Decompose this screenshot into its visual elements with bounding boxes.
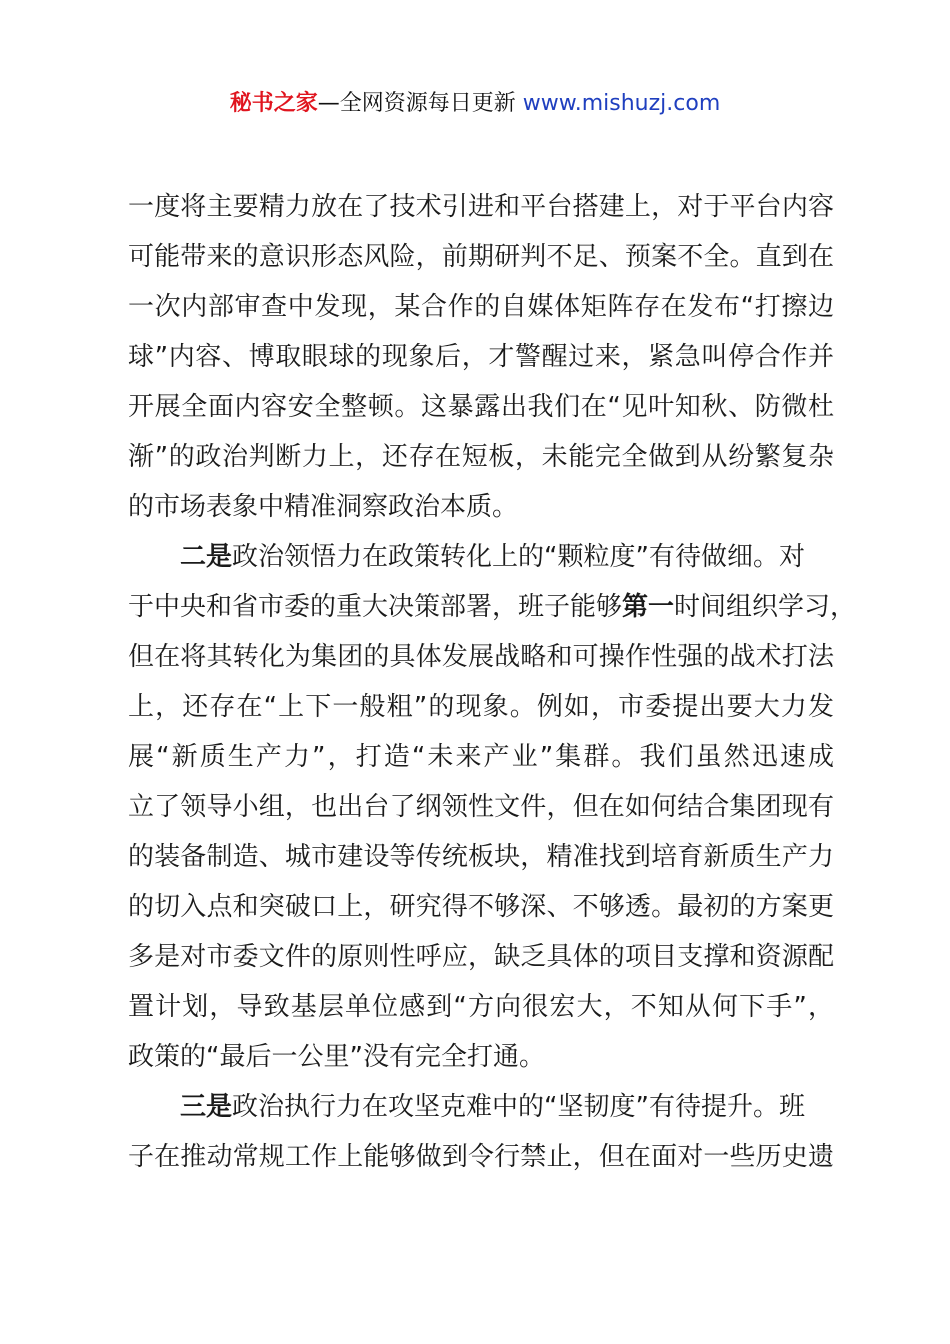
text-line (128, 582, 857, 632)
text-span: 时间组织学习， (674, 592, 857, 622)
site-url-link[interactable]: www.mishuzj.com (522, 91, 721, 116)
text-line: 一次内部审查中发现，某合作的自媒体矩阵存在发布“打擦边 (128, 292, 834, 322)
paragraph-2 (128, 532, 857, 1082)
text-line: 开展全面内容安全整顿。这暴露出我们在“见叶知秋、防微杜 (128, 392, 834, 422)
document-body (128, 182, 857, 1182)
text-line: 的切入点和突破口上，研究得不够深、不够透。最初的方案更 (128, 892, 834, 922)
text-span: 政治执行力在攻坚克难中的“坚韧度”有待提升。班 (232, 1092, 805, 1122)
paragraph-1 (128, 182, 834, 532)
text-line: 渐”的政治判断力上，还存在短板，未能完全做到从纷繁复杂 (128, 442, 834, 472)
text-line: 可能带来的意识形态风险，前期研判不足、预案不全。直到在 (128, 242, 834, 272)
text-span: 政治领悟力在政策转化上的“颗粒度”有待做细。对 (232, 542, 805, 572)
bold-text: 第一 (622, 592, 675, 622)
text-line: 的市场表象中精准洞察政治本质。 (128, 492, 519, 522)
text-line: 置计划，导致基层单位感到“方向很宏大，不知从何下手”， (128, 992, 834, 1022)
paragraph-3 (128, 1082, 834, 1182)
site-header (0, 88, 950, 120)
text-line: 展“新质生产力”，打造“未来产业”集群。我们虽然迅速成 (128, 742, 834, 772)
text-line (128, 532, 834, 582)
text-line: 球”内容、博取眼球的现象后，才警醒过来，紧急叫停合作并 (128, 342, 834, 372)
text-line: 立了领导小组，也出台了纲领性文件，但在如何结合集团现有 (128, 792, 834, 822)
text-line: 多是对市委文件的原则性呼应，缺乏具体的项目支撑和资源配 (128, 942, 834, 972)
header-tagline: —全网资源每日更新 (317, 91, 523, 116)
paragraph-lead: 三是 (180, 1092, 233, 1122)
text-line: 政策的“最后一公里”没有完全打通。 (128, 1042, 545, 1072)
text-line: 的装备制造、城市建设等传统板块，精准找到培育新质生产力 (128, 842, 834, 872)
paragraph-lead: 二是 (180, 542, 233, 572)
text-line: 子在推动常规工作上能够做到令行禁止，但在面对一些历史遗 (128, 1142, 834, 1172)
brand-name: 秘书之家 (229, 91, 318, 116)
text-span: 于中央和省市委的重大决策部署，班子能够 (128, 592, 623, 622)
text-line: 一度将主要精力放在了技术引进和平台搭建上，对于平台内容 (128, 192, 834, 222)
text-line (128, 1082, 834, 1132)
text-line: 上，还存在“上下一般粗”的现象。例如，市委提出要大力发 (128, 692, 834, 722)
text-line: 但在将其转化为集团的具体发展战略和可操作性强的战术打法 (128, 642, 834, 672)
